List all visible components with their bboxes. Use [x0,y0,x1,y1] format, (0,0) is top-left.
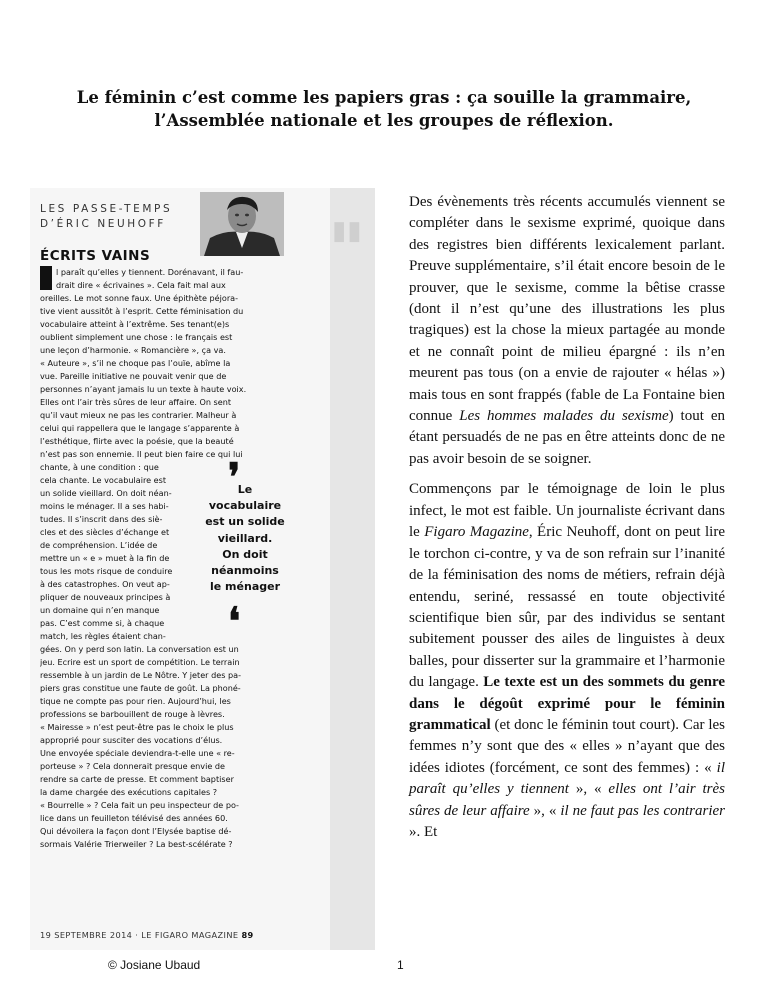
series-line-1: LES PASSE-TEMPS [40,203,173,215]
paragraph-1-end: ) tout en étant persuadés de ne pas en être atteints donc de ne pas avoir besoin de se soigner. [409,408,725,467]
pull-quote-line: On doit [222,547,268,561]
clip-line: la dame chargée des exécutions capitales ? [40,787,218,797]
clip-line: « Auteure », s’il ne choque pas l’ouïe, abîme la [40,358,231,368]
clip-line: pliquer de nouveaux principes à [40,592,171,602]
paragraph-2-text: Commençons par le témoignage de loin le plus infect, le mot est faible. Un journaliste écrivant dans le [409,481,725,541]
author-portrait-photo [200,192,284,256]
clip-line: oublient simplement une chose : le français est [40,332,233,342]
page-title [60,86,708,132]
clip-line: tive vient aussitôt à l’esprit. Cette féminisation du [40,306,244,316]
article-headline: ÉCRITS VAINS [40,248,151,264]
title-line-2: l’Assemblée nationale et les groupes de réflexion. [154,111,614,130]
clip-line: un solide vieillard. On doit néan- [40,488,172,498]
column-series-name [40,202,172,232]
pull-quote-line: vieillard. [217,531,273,545]
clip-line: vocabulaire atteint à l’extrême. Ses tenant(e)s [40,319,230,329]
pull-quote-line: Le [237,483,253,496]
quote-mark-close-icon: ❛ [228,598,241,643]
clip-line: ressemble à un jardin de Le Nôtre. Y jeter des pa- [40,670,241,680]
clip-line: à des catastrophes. On veut ap- [40,579,170,589]
clip-line: tudes. Il s’inscrit dans des siè- [40,514,163,524]
clip-line: lice dans un feuilleton télévisé des années 60. [40,813,228,823]
clip-line: qu’il vaut mieux ne pas les contrarier. Malheur à [40,410,237,420]
clip-line: personnes n’ayant jamais lu un texte à haute voix. [40,384,247,394]
clip-line: Elles ont l’air très sûres de leur affaire. On sent [40,397,232,407]
magazine-page-number: 89 [241,930,254,940]
clip-line: tique ne compte pas pour rien. Aujourd’hui, les [40,696,231,706]
clip-line: rendre sa carte de presse. Et comment baptiser [40,774,234,784]
magazine-footer-date: 19 SEPTEMBRE 2014 · LE FIGARO MAGAZINE [40,930,239,940]
quoted-phrase: elles ont l’air très sûres de leur affaire [409,781,726,819]
magazine-footer [40,930,254,940]
clip-line: mettre un « e » muet à la fin de [40,553,170,563]
page-number: 1 [397,958,404,972]
newspaper-clipping [30,188,375,950]
clip-line: cles et des siècles d’échange et [40,527,170,537]
magazine-name: Figaro Magazine [424,524,529,541]
clip-line: drait dire « écrivaines ». Cela fait mal aux [56,280,226,290]
paragraph-2-text: », « [529,802,561,819]
clip-line: de compréhension. L’idée de [40,540,158,550]
clip-line: approprié pour susciter des vocations d’élus. [40,735,223,745]
clip-line: Qui dévoilera la façon dont l’Elysée baptise dé- [40,826,232,836]
clip-line: l paraît qu’elles y tiennent. Dorénavant, il fau- [56,267,244,277]
clip-line: une leçon d’harmonie. « Romancière », ça va. [40,345,226,355]
paragraph-1-text: Des évènements très récents accumulés viennent se compléter dans le sexisme exprimé, quoique dans des registres bien différents lexicalement parlant. Preuve supplémentaire, s’il était encore besoin de le prouver, que le sexisme, comme la bêtise crasse (dont il n’est qu’une des illustrations les plus tragiques) est la chose la mieux partagée au monde et ne connaît point de milieu épargné : ils n’en meurent pas tous (on a envie de rajouter « hélas ») mais tous en sont frappés (fable de La Fontaine bien connue [409,194,725,425]
clip-line: match, les règles étaient chan- [40,631,166,641]
ghost-letters: ▮▮ [332,216,363,246]
clip-line: oreilles. Le mot sonne faux. Une épithète péjora- [40,293,239,303]
quoted-phrase: il ne faut pas les contrarier [560,802,726,819]
clip-line: piers gras constitue une faute de goût. La phoné- [40,683,241,693]
clip-line: chante, à une condition : que [40,462,159,472]
pull-quote-line: vocabulaire [208,499,282,513]
clip-line: « Mairesse » n’est peut-être pas le choix le plus [40,722,234,732]
clip-line: vue. Pareille initiative ne pouvait venir que de [40,371,227,381]
clip-line: tous les mots risque de conduire [40,566,173,576]
pull-quote-line: néanmoins [211,564,279,578]
clip-line: l’esthétique, flirte avec la poésie, que la beauté [40,436,234,446]
quoted-phrase: il paraît qu’elles y tiennent [409,759,725,798]
clip-line: moins le ménager. Il a ses habi- [40,501,169,511]
paragraph-2-text: ». Et [409,823,438,840]
pull-quote-line: le ménager [210,580,280,594]
clip-line: un domaine qui n’en manque [40,605,160,615]
fable-title: Les hommes malades du sexisme [459,408,669,425]
clip-line: professions se barbouillent de rouge à lèvres. [40,709,225,719]
paragraph-1 [409,192,725,470]
article-column [409,192,725,853]
clip-line: celui qui rappellera que le langage s’apparente à [40,423,240,433]
title-line-1: Le féminin c’est comme les papiers gras : ça souille la grammaire, [76,88,692,107]
clip-line: gées. On y perd son latin. La conversation est un [40,644,239,654]
clip-line: sormais Valérie Trierweiler ? La best-scélérate ? [40,839,233,849]
pull-quote [200,482,290,595]
author-portrait [200,192,284,256]
emphasis-text: Le texte est un des sommets du genre dans le dégoût exprimé pour le féminin grammatical [409,674,725,733]
clip-line: porteuse » ? Cela donnerait presque envie de [40,761,226,771]
paragraph-2-text: », « [568,781,609,798]
paragraph-2-text: (et donc le féminin tout court). Car les femmes n’y sont que des « elles » n’ayant que des idées idiotes (forcément, ce sont des femmes) : « [409,716,725,776]
paragraph-2 [409,479,725,843]
copyright-notice: © Josiane Ubaud [108,958,201,972]
clip-line: cela chante. Le vocabulaire est [40,475,167,485]
quote-mark-open-icon: ❜ [228,454,241,499]
adjacent-page-edge [330,188,375,950]
clip-line: Une envoyée spéciale deviendra-t-elle une « re- [40,748,235,758]
clip-line: « Bourrelle » ? Cela fait un peu inspecteur de po- [40,800,239,810]
series-line-2: D’ÉRIC NEUHOFF [40,218,166,230]
clip-line: n’est pas son ennemie. Il peut bien faire ce qui lui [40,449,243,459]
clip-line: pas. C’est comme si, à chaque [40,618,165,628]
clip-line: jeu. Ecrire est un sport de compétition. Le terrain [40,657,240,667]
pull-quote-line: est un solide [205,515,285,529]
paragraph-2-text: , Éric Neuhoff, dont on peut lire le torchon ci-contre, y va de son refrain sur l’inanité de la féminisation des noms de métiers, refrain déjà entendu, seriné, ressassé en toute objectivité scientifique bien sûr, par des individus se sentant subitement pousser des ailes de linguistes à deux balles, pour disserter sur la grammaire et l’harmonie du langage. [409,524,725,691]
